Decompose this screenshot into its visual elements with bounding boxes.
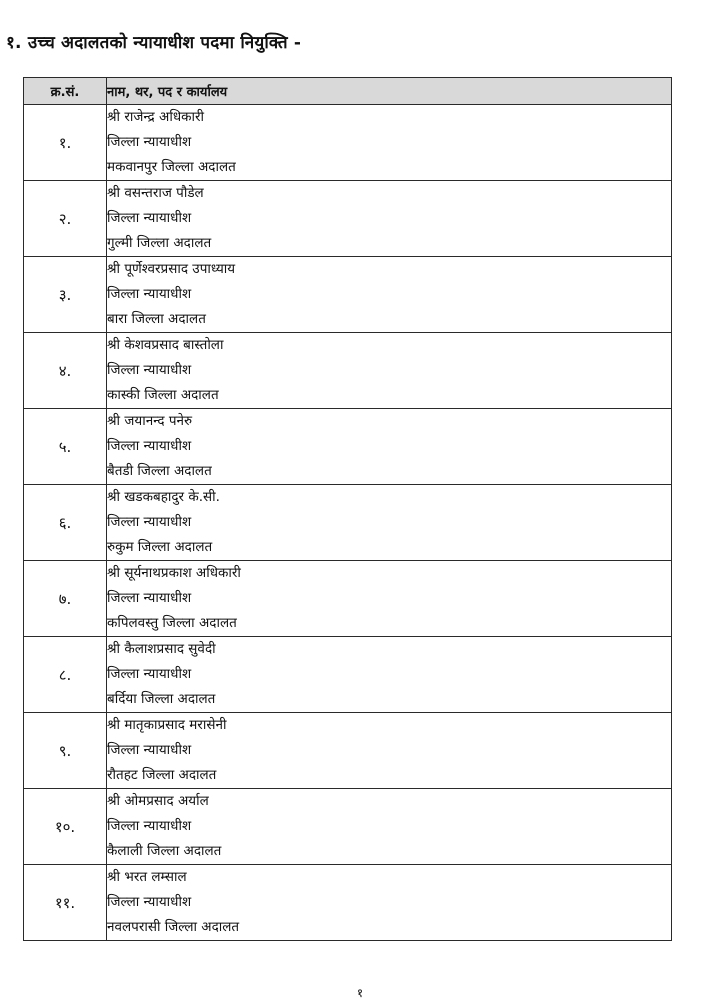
table-row <box>24 789 672 865</box>
serial-number-cell: १०. <box>24 789 107 865</box>
table-row <box>24 333 672 409</box>
table-row <box>24 257 672 333</box>
serial-number-cell: ९. <box>24 713 107 789</box>
appointee-post: जिल्ला न्यायाधीश <box>107 894 192 910</box>
table-row <box>24 865 672 941</box>
appointee-post: जिल्ला न्यायाधीश <box>107 666 192 682</box>
appointee-office: रुकुम जिल्ला अदालत <box>107 539 213 555</box>
serial-number-cell: ४. <box>24 333 107 409</box>
appointee-post: जिल्ला न्यायाधीश <box>107 210 192 226</box>
appointee-name: श्री पूर्णेश्वरप्रसाद उपाध्याय <box>107 261 236 277</box>
serial-number-cell: ८. <box>24 637 107 713</box>
appointee-office: मकवानपुर जिल्ला अदालत <box>107 159 236 175</box>
details-cell <box>107 257 672 333</box>
appointee-office: गुल्मी जिल्ला अदालत <box>107 235 212 251</box>
table-row <box>24 485 672 561</box>
details-cell <box>107 713 672 789</box>
serial-number-cell: २. <box>24 181 107 257</box>
details-column-header: नाम, थर, पद र कार्यालय <box>107 78 672 105</box>
appointee-post: जिल्ला न्यायाधीश <box>107 818 192 834</box>
appointee-office: कास्की जिल्ला अदालत <box>107 387 219 403</box>
serial-number-cell: १. <box>24 105 107 181</box>
serial-number-cell: ५. <box>24 409 107 485</box>
appointee-name: श्री भरत लम्साल <box>107 869 187 885</box>
details-cell <box>107 637 672 713</box>
details-cell <box>107 333 672 409</box>
details-cell <box>107 409 672 485</box>
appointee-office: बैतडी जिल्ला अदालत <box>107 463 212 479</box>
details-cell <box>107 561 672 637</box>
appointee-post: जिल्ला न्यायाधीश <box>107 438 192 454</box>
details-cell <box>107 105 672 181</box>
table-row <box>24 105 672 181</box>
appointee-name: श्री सूर्यनाथप्रकाश अधिकारी <box>107 565 241 581</box>
appointee-name: श्री ओमप्रसाद अर्याल <box>107 793 209 809</box>
appointee-post: जिल्ला न्यायाधीश <box>107 286 192 302</box>
appointee-name: श्री कैलाशप्रसाद सुवेदी <box>107 641 216 657</box>
appointee-post: जिल्ला न्यायाधीश <box>107 134 192 150</box>
appointee-post: जिल्ला न्यायाधीश <box>107 362 192 378</box>
appointee-name: श्री वसन्तराज पौडेल <box>107 185 204 201</box>
appointee-office: कपिलवस्तु जिल्ला अदालत <box>107 615 237 631</box>
appointee-name: श्री खडकबहादुर के.सी. <box>107 489 220 505</box>
table-header <box>24 78 672 105</box>
appointments-table <box>23 77 672 941</box>
details-cell <box>107 485 672 561</box>
table-row <box>24 561 672 637</box>
page-number: १ <box>356 986 364 1000</box>
appointee-office: कैलाली जिल्ला अदालत <box>107 843 222 859</box>
appointee-office: बर्दिया जिल्ला अदालत <box>107 691 216 707</box>
serial-column-header: क्र.सं. <box>24 78 107 105</box>
appointee-office: बारा जिल्ला अदालत <box>107 311 206 327</box>
serial-number-cell: ६. <box>24 485 107 561</box>
appointee-post: जिल्ला न्यायाधीश <box>107 514 192 530</box>
appointee-name: श्री केशवप्रसाद बास्तोला <box>107 337 224 353</box>
page-title: १. उच्च अदालतको न्यायाधीश पदमा नियुक्ति - <box>6 33 302 53</box>
appointee-office: रौतहट जिल्ला अदालत <box>107 767 217 783</box>
serial-number-cell: ३. <box>24 257 107 333</box>
details-cell <box>107 789 672 865</box>
appointee-office: नवलपरासी जिल्ला अदालत <box>107 919 240 935</box>
table-row <box>24 637 672 713</box>
header-row <box>24 78 672 105</box>
details-cell <box>107 865 672 941</box>
appointee-name: श्री राजेन्द्र अधिकारी <box>107 109 205 125</box>
table-row <box>24 713 672 789</box>
table-body <box>24 105 672 941</box>
appointee-post: जिल्ला न्यायाधीश <box>107 742 192 758</box>
table-row <box>24 181 672 257</box>
table-row <box>24 409 672 485</box>
appointee-post: जिल्ला न्यायाधीश <box>107 590 192 606</box>
appointee-name: श्री मातृकाप्रसाद मरासेनी <box>107 717 227 733</box>
appointee-name: श्री जयानन्द पनेरु <box>107 413 193 429</box>
serial-number-cell: ७. <box>24 561 107 637</box>
serial-number-cell: ११. <box>24 865 107 941</box>
details-cell <box>107 181 672 257</box>
